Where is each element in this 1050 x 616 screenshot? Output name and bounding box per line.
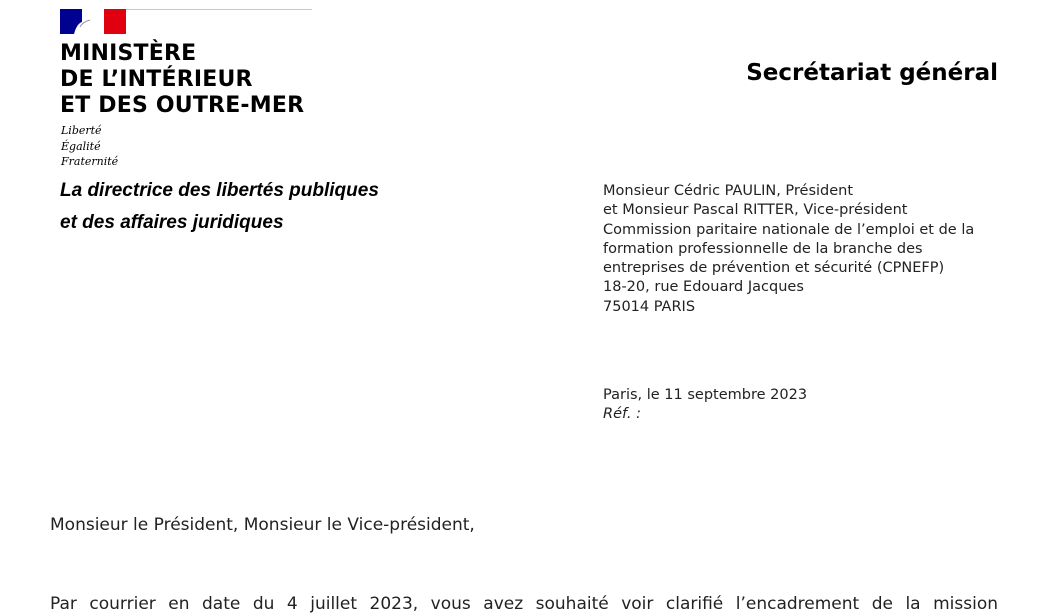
address-line: 75014 PARIS <box>603 298 696 315</box>
place-date: Paris, le 11 septembre 2023 <box>603 387 808 403</box>
ministry-line: MINISTÈRE <box>60 41 197 66</box>
reference-label: Réf. : <box>603 406 641 423</box>
ministry-line: DE L’INTÉRIEUR <box>60 67 253 92</box>
salutation: Monsieur le Président, Monsieur le Vice-président, <box>50 515 475 535</box>
dateline <box>603 386 807 425</box>
address-line: Monsieur Cédric PAULIN, Président <box>603 183 854 199</box>
address-line: Commission paritaire nationale de l’emploi et de la <box>603 221 975 238</box>
sender-line: et des affaires juridiques <box>60 212 284 233</box>
sender-title <box>60 175 379 239</box>
address-line: entreprises de prévention et sécurité (CPNEFP) <box>603 260 945 277</box>
motto-line: Fraternité <box>61 155 119 168</box>
motto-line: Égalité <box>61 139 101 153</box>
motto-line: Liberté <box>61 124 102 137</box>
ministry-name <box>60 41 304 119</box>
address-line: 18-20, rue Edouard Jacques <box>603 279 804 296</box>
address-line: formation professionnelle de la branche des <box>603 240 923 257</box>
recipient-address <box>603 182 974 317</box>
marianne-logo-icon <box>60 9 126 34</box>
republic-motto <box>61 123 118 170</box>
service-name: Secrétariat général <box>746 60 998 86</box>
body-paragraph: Par courrier en date du 4 juillet 2023, vous avez souhaité voir clarifié l’encadrement de la mission <box>50 594 998 614</box>
ministry-line: ET DES OUTRE-MER <box>60 93 305 118</box>
address-line: et Monsieur Pascal RITTER, Vice-président <box>603 202 908 219</box>
sender-line: La directrice des libertés publiques <box>60 180 379 201</box>
